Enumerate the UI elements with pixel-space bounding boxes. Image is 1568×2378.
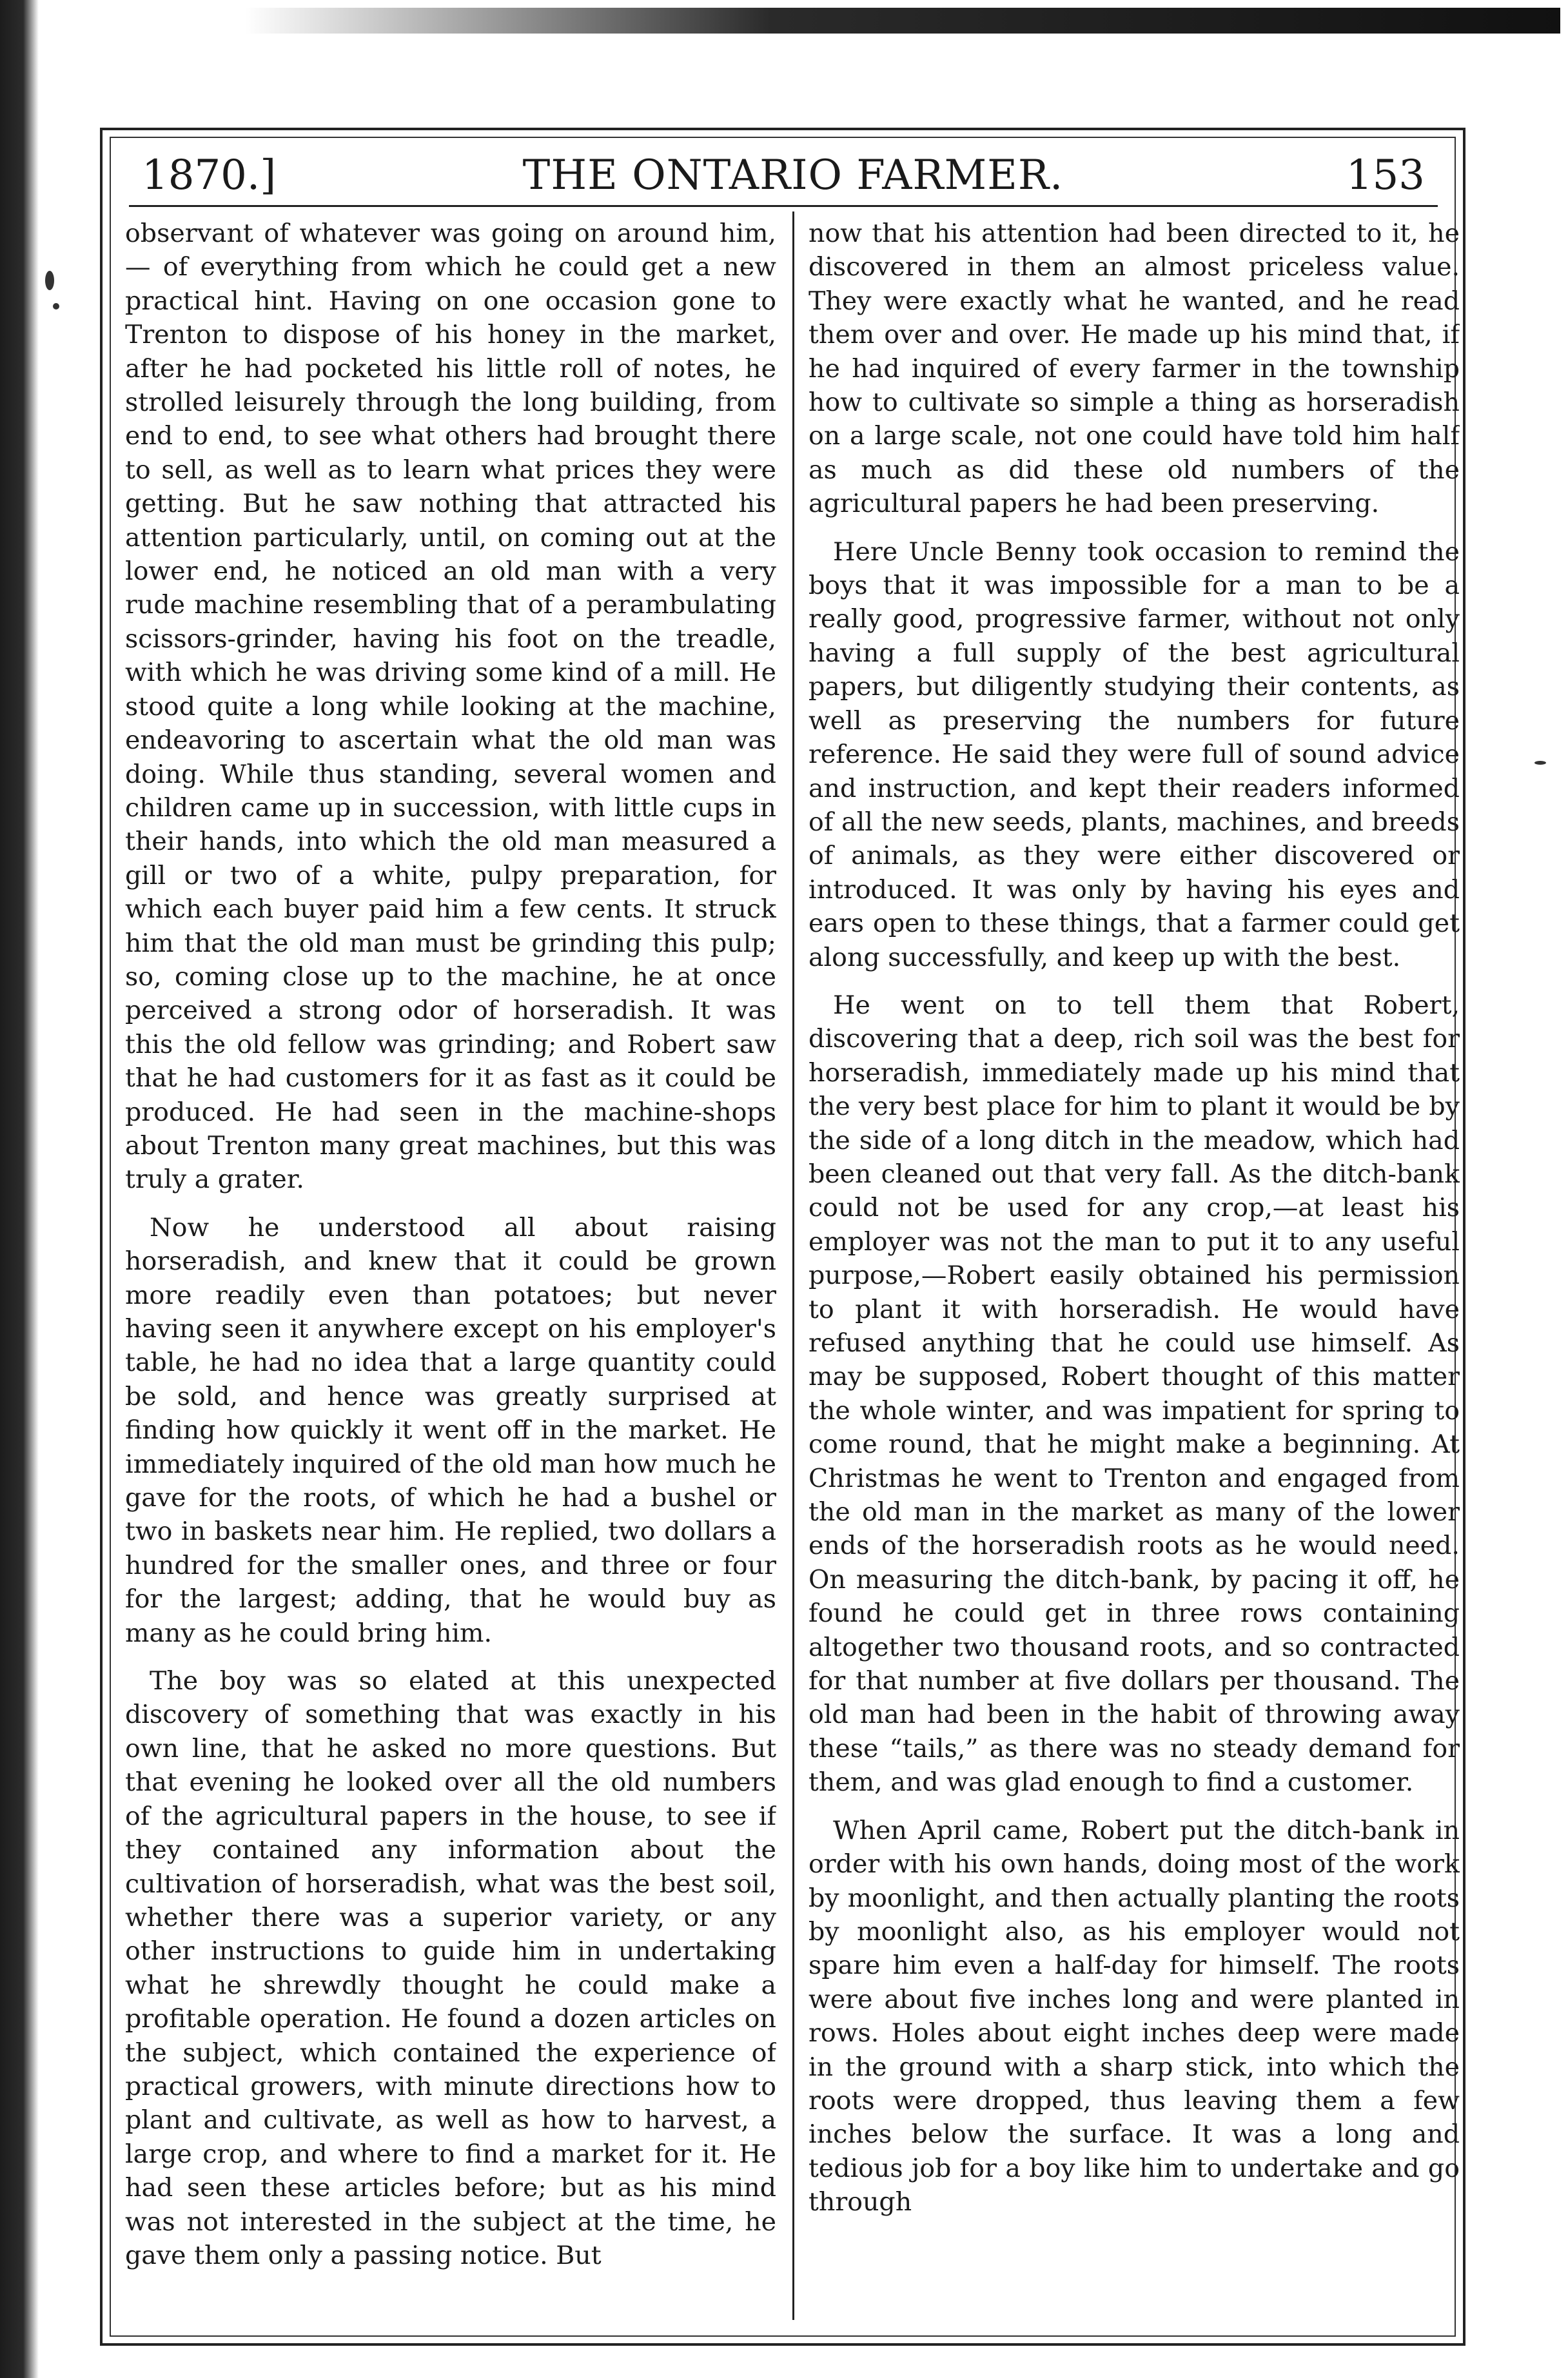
header-year: 1870.] [142,152,277,199]
header-rule [129,205,1438,207]
left-paragraph-3: The boy was so elated at this unexpected discovery of something that was exactly in his own line, that he asked no more questions. But that evening he looked over all the old numbers of the agricultural papers in the house, to see if they contained any information about the cultivation of horseradish, what was the best soil, whether there was a superior variety, or any other instructions to guide him in undertaking what he shrewdly thought he could make a profitable operation. He found a dozen articles on the subject, which contained the experience of practical growers, with minute directions how to plant and cultivate, as well as how to harvest, a large crop, and where to find a market for it. He had seen these articles before; but as his mind was not interested in the subject at the time, he gave them only a passing notice. But [125,1666,776,2270]
column-divider [792,211,794,2320]
header-page-number: 153 [1346,152,1425,199]
right-paragraph-4: When April came, Robert put the ditch-bank in order with his own hands, doing most of the work by moonlight, and then actually planting the roots by moonlight also, as his employer would not spare him even a half-day for himself. The roots were about five inches long and were planted in rows. Holes about eight inches deep were made in the ground with a sharp stick, into which the roots were dropped, thus leaving them a few inches below the surface. It was a long and tedious job for a boy like him to undertake and go through [808,1815,1460,2217]
left-paragraph-2: Now he understood all about raising horseradish, and knew that it could be grown more readily even than potatoes; but never having seen it anywhere except on his employer's table, he had no idea that a large quantity could be sold, and hence was greatly surprised at finding how quickly it went off in the market. He immediately inquired of the old man how much he gave for the roots, of which he had a bushel or two in baskets near him. He replied, two dollars a hundred for the smaller ones, and three or four for the largest; adding, that he would buy as many as he could bring him. [125,1212,776,1648]
scan-left-edge-shadow [0,0,39,2378]
right-column [808,217,1460,2325]
scan-speck [1534,761,1546,765]
page-header [129,150,1438,201]
left-column [125,217,776,2325]
right-paragraph-2: Here Uncle Benny took occasion to remind the boys that it was impossible for a man to be a really good, progressive farmer, without not only having a full supply of the best agricultural papers, but diligently studying their contents, as well as preserving the numbers for future reference. He said they were full of sound advice and instruction, and kept their readers informed of all the new seeds, plants, machines, and breeds of animals, as they were either discovered or introduced. It was only by having his eyes and ears open to these things, that a farmer could get along successfully, and keep up with the best. [808,536,1460,972]
scan-speck [45,271,54,290]
right-paragraph-1: now that his attention had been directed to it, he discovered in them an almost priceless value. They were exactly what he wanted, and he read them over and over. He made up his mind that, if he had inquired of every farmer in the township how to cultivate so simple a thing as horseradish on a large scale, not one could have told him half as much as did these old numbers of the agricultural papers he had been preserving. [808,219,1460,519]
left-paragraph-1: observant of whatever was going on around him,— of everything from which he could get a new practical hint. Having on one occasion gone to Trenton to dispose of his honey in the market, after he had pocketed his little roll of notes, he strolled leisurely through the long building, from end to end, to see what others had brought there to sell, as well as to learn what prices they were getting. But he saw nothing that attracted his attention particularly, until, on coming out at the lower end, he noticed an old man with a very rude machine resembling that of a perambulating scissors-grinder, having his foot on the treadle, with which he was driving some kind of a mill. He stood quite a long while looking at the machine, endeavoring to ascertain what the old man was doing. While thus standing, several women and children came up in succession, with little cups in their hands, into which the old man measured a gill or two of a white, pulpy preparation, for which each buyer paid him a few cents. It struck him that the old man must be grinding this pulp; so, coming close up to the machine, he at once perceived a strong odor of horseradish. It was this the old fellow was grinding; and Robert saw that he had customers for it as fast as it could be produced. He had seen in the machine-shops about Trenton many great machines, but this was truly a grater. [125,219,776,1195]
right-paragraph-3: He went on to tell them that Robert, discovering that a deep, rich soil was the best for horseradish, immediately made up his mind that the very best place for him to plant it would be by the side of a long ditch in the meadow, which had been cleaned out that very fall. As the ditch-bank could not be used for any crop,—at least his employer was not the man to put it to any useful purpose,—Robert easily obtained his permission to plant it with horseradish. He would have refused anything that he could use himself. As may be supposed, Robert thought of this matter the whole winter, and was impatient for spring to come round, that he might make a beginning. At Christmas he went to Trenton and engaged from the old man in the market as many of the lower ends of the horseradish roots as he would need. On measuring the ditch-bank, by pacing it off, he found he could get in three rows containing altogether two thousand roots, and so contracted for that number at five dollars per thousand. The old man had been in the habit of throwing away these “tails,” as there was no steady demand for them, and was glad enough to find a customer. [808,990,1460,1798]
header-title: THE ONTARIO FARMER. [522,152,1064,199]
scan-top-shadow [245,8,1560,34]
scan-speck [53,303,59,310]
